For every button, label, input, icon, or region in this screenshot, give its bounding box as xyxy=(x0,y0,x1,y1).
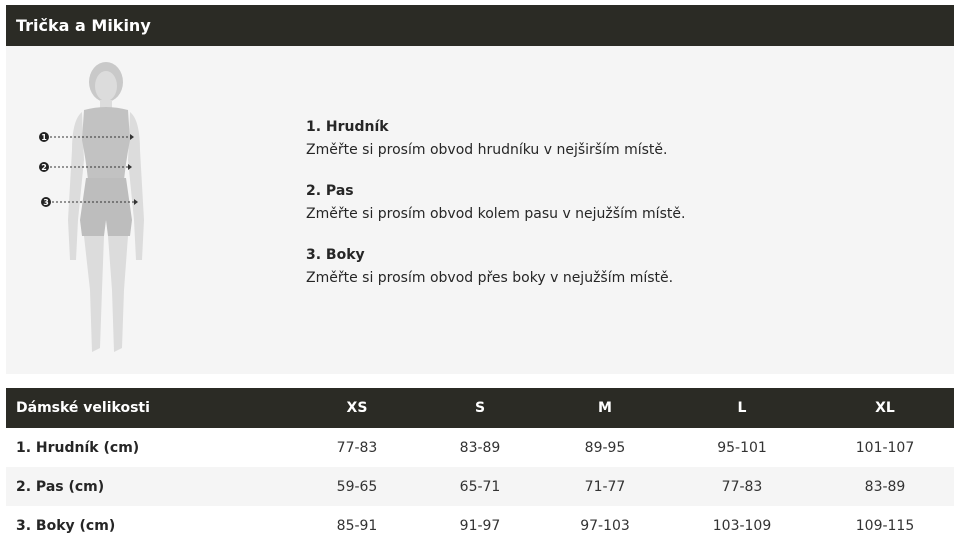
instruction-text: Změřte si prosím obvod hrudníku v nejširším místě. xyxy=(306,142,668,158)
column-header-size-type: Dámské velikosti xyxy=(6,388,296,428)
measurement-guide-panel xyxy=(6,46,954,374)
row-label-waist: 2. Pas (cm) xyxy=(6,467,296,506)
body-figure-illustration xyxy=(34,60,154,360)
instruction-title: 3. Boky xyxy=(306,247,365,263)
column-header-l: L xyxy=(668,388,816,428)
column-header-xs: XS xyxy=(296,388,418,428)
column-header-m: M xyxy=(542,388,668,428)
table-cell: 71-77 xyxy=(542,467,668,506)
instruction-waist xyxy=(306,180,906,226)
column-header-s: S xyxy=(418,388,542,428)
table-cell: 77-83 xyxy=(296,428,418,467)
table-cell: 97-103 xyxy=(542,506,668,545)
size-chart-table xyxy=(6,388,954,545)
table-cell: 101-107 xyxy=(816,428,954,467)
instruction-hips xyxy=(306,244,906,290)
table-cell: 65-71 xyxy=(418,467,542,506)
instruction-chest xyxy=(306,116,906,162)
marker-1: 1 xyxy=(41,133,47,142)
measurement-instructions xyxy=(306,116,906,308)
table-cell: 103-109 xyxy=(668,506,816,545)
table-cell: 109-115 xyxy=(816,506,954,545)
row-label-chest: 1. Hrudník (cm) xyxy=(6,428,296,467)
table-cell: 91-97 xyxy=(418,506,542,545)
table-row xyxy=(6,428,954,467)
table-cell: 89-95 xyxy=(542,428,668,467)
marker-2: 2 xyxy=(41,163,47,172)
table-cell: 83-89 xyxy=(816,467,954,506)
instruction-text: Změřte si prosím obvod přes boky v nejužším místě. xyxy=(306,270,674,286)
table-cell: 85-91 xyxy=(296,506,418,545)
marker-3: 3 xyxy=(43,198,49,207)
instruction-title: 2. Pas xyxy=(306,183,354,199)
table-row xyxy=(6,506,954,545)
table-cell: 83-89 xyxy=(418,428,542,467)
row-label-hips: 3. Boky (cm) xyxy=(6,506,296,545)
instruction-title: 1. Hrudník xyxy=(306,119,389,135)
column-header-xl: XL xyxy=(816,388,954,428)
section-title: Trička a Mikiny xyxy=(6,5,954,46)
table-cell: 77-83 xyxy=(668,467,816,506)
table-cell: 59-65 xyxy=(296,467,418,506)
table-cell: 95-101 xyxy=(668,428,816,467)
table-row xyxy=(6,467,954,506)
instruction-text: Změřte si prosím obvod kolem pasu v nejužším místě. xyxy=(306,206,686,222)
table-header-row xyxy=(6,388,954,428)
